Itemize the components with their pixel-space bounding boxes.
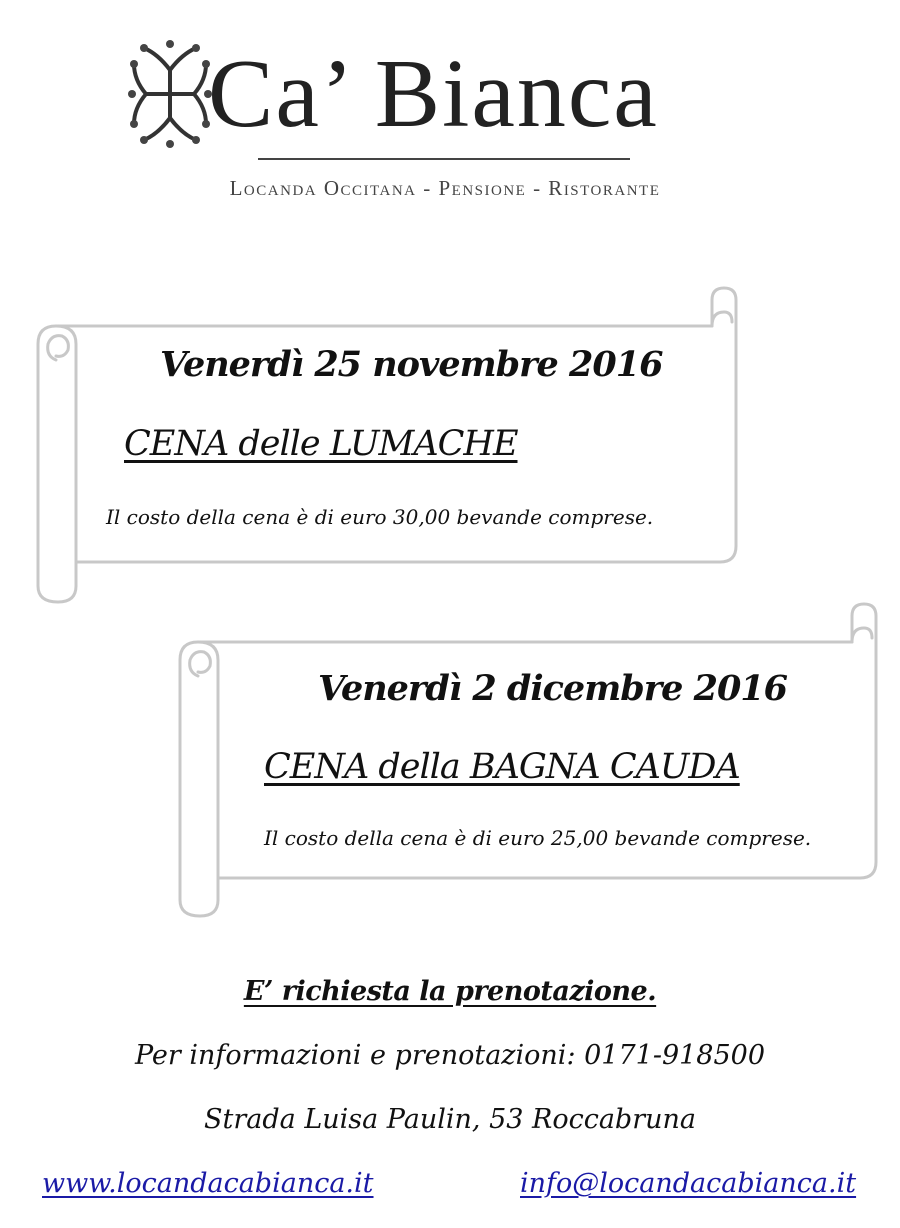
- reservation-note: E’ richiesta la prenotazione.: [243, 976, 657, 1007]
- event-price-note: Il costo della cena è di euro 30,00 bevande comprese.: [106, 505, 654, 529]
- address-line: Strada Luisa Paulin, 53 Roccabruna: [204, 1104, 696, 1135]
- event-title: CENA delle LUMACHE: [124, 424, 518, 464]
- website-link[interactable]: www.locandacabianca.it: [42, 1168, 374, 1199]
- brand-tagline: Locanda Occitana - Pensione - Ristorante: [229, 176, 661, 200]
- event-date: Venerdì 2 dicembre 2016: [318, 668, 788, 709]
- brand-name: Ca’ Bianca: [208, 40, 659, 148]
- event-title: CENA della BAGNA CAUDA: [264, 747, 740, 787]
- event-price-note: Il costo della cena è di euro 25,00 bevande comprese.: [264, 826, 812, 850]
- email-link[interactable]: info@locandacabianca.it: [520, 1168, 857, 1199]
- event-date: Venerdì 25 novembre 2016: [160, 344, 663, 385]
- contact-phone-line: Per informazioni e prenotazioni: 0171-918500: [134, 1040, 766, 1071]
